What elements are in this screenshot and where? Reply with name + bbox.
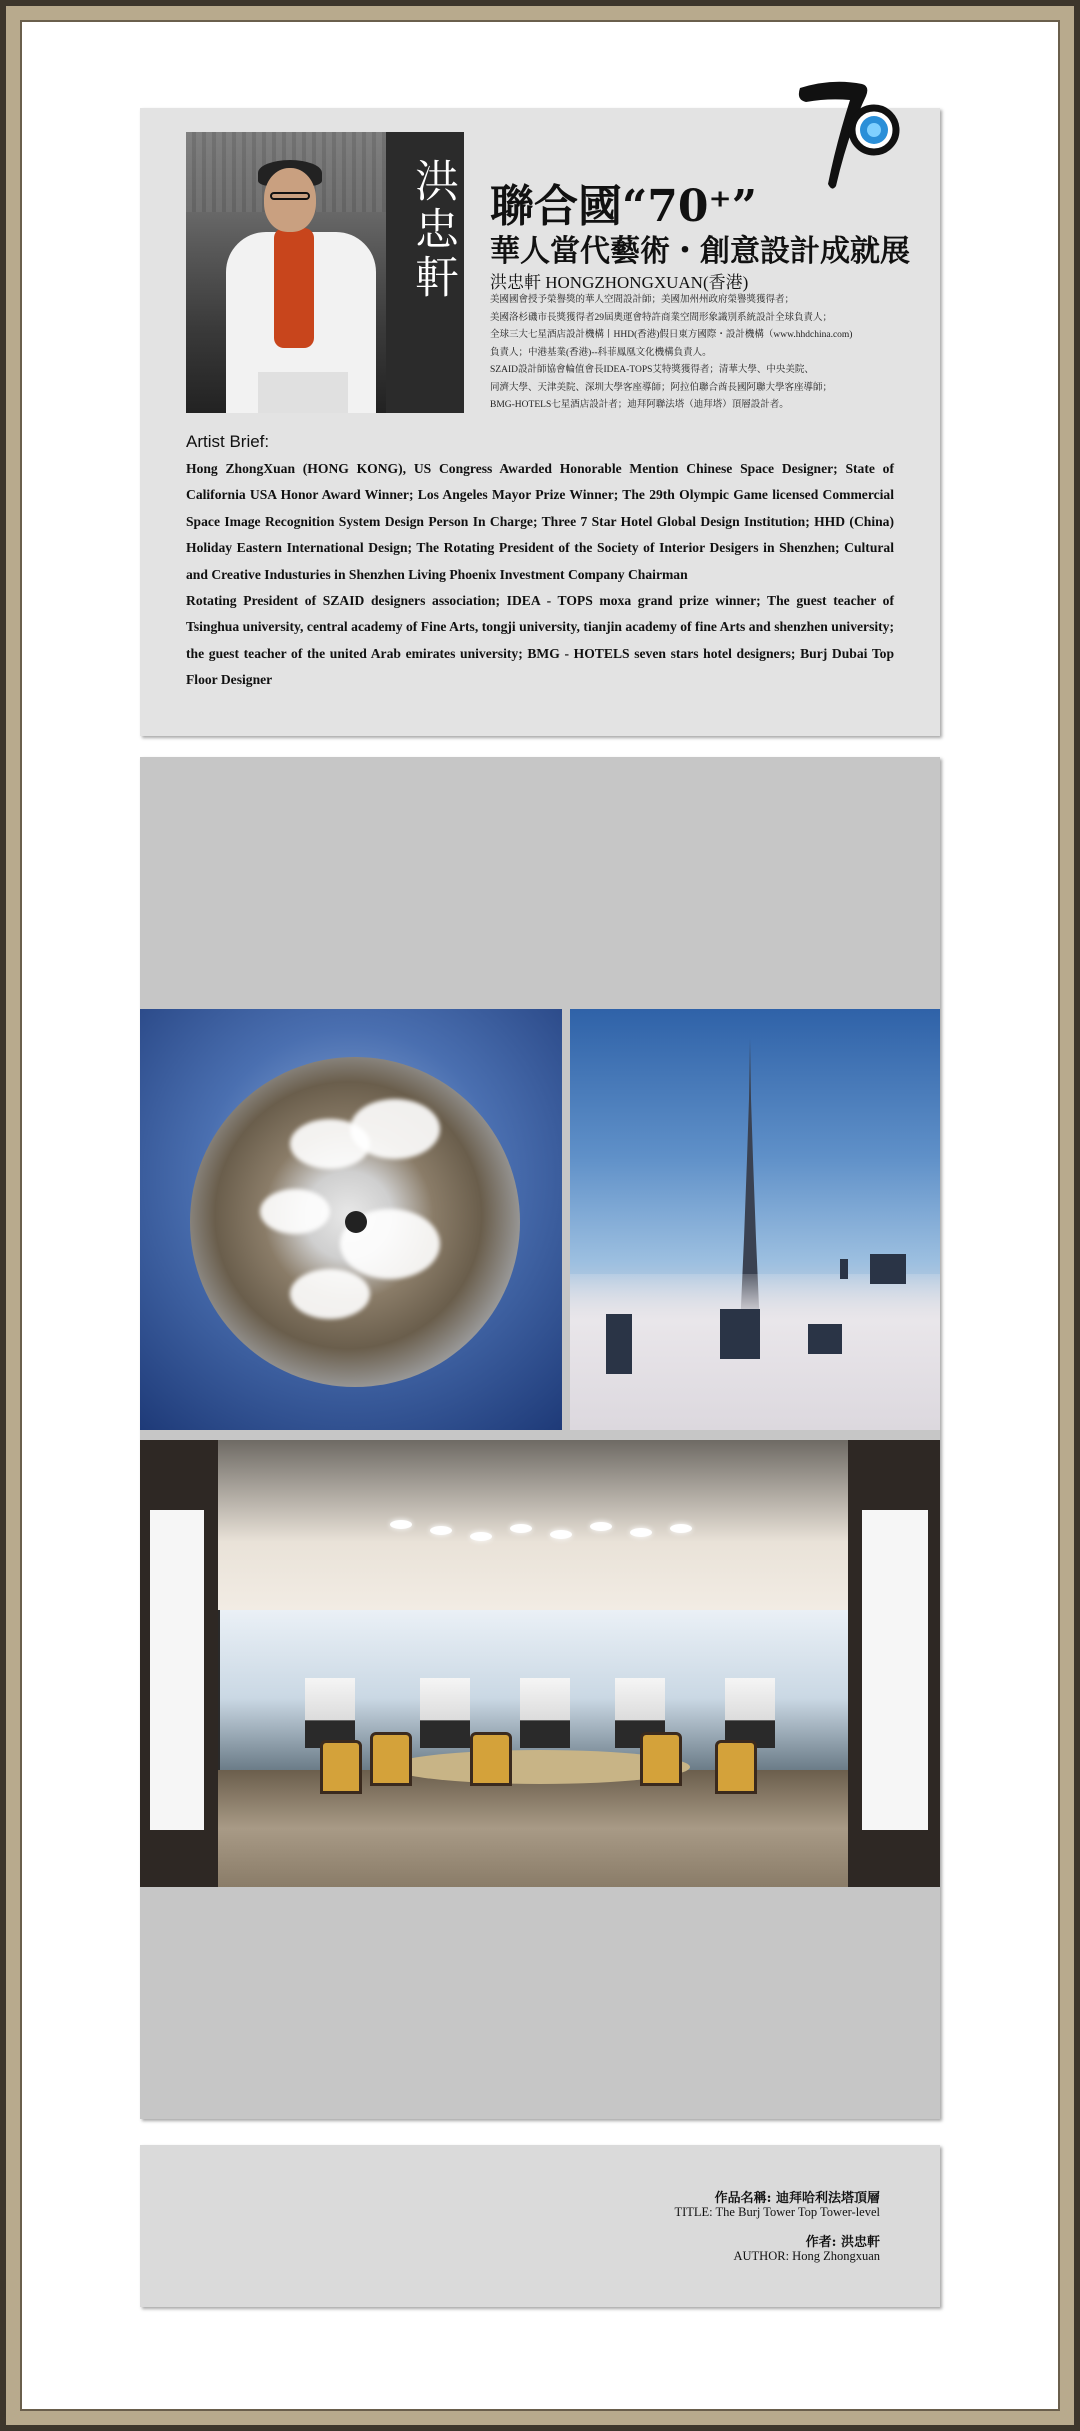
artist-info-panel (140, 108, 940, 736)
honor-line: 美國洛杉磯市長獎獲得者29屆奧運會特許商業空間形象識別系統設計全球負責人； (490, 312, 833, 323)
honor-line: SZAID設計師協會輪值會長IDEA-TOPS艾特獎獲得者；清華大學、中央美院、 (490, 365, 814, 375)
exhibition-title: 聯合國“70⁺” (490, 181, 758, 232)
artwork-author-en: AUTHOR: Hong Zhongxuan (733, 2249, 880, 2263)
honors-list (490, 292, 910, 415)
honor-line: 負責人；中港基業(香港)--科菲鳳凰文化機構負責人。 (490, 347, 712, 358)
artist-portrait (186, 132, 464, 413)
aerial-planet-photo (140, 1009, 562, 1430)
brief-paragraph: Rotating President of SZAID designers association; IDEA - TOPS moxa grand prize winner; The guest teacher of Tsinghua university, central academy of Fine Arts, tongji university, tianjin academy of fine Arts and shenzhen university; the guest teacher of the united Arab emirates university; BMG - HOTELS seven stars hotel designers; Burj Dubai Top Floor Designer (186, 593, 894, 688)
brief-paragraph: Hong ZhongXuan (HONG KONG), US Congress Awarded Honorable Mention Chinese Space Designer; State of California USA Honor Award Winner; Los Angeles Mayor Prize Winner; The 29th Olympic Game licensed Commercial Space Image Recognition System Design Person In Charge; Three 7 Star Hotel Global Design Institution; HHD (China) Holiday Eastern International Design; The Rotating President of the Society of Interior Desigers in Shenzhen; Cultural and Creative Industuries in Shenzhen Living Phoenix Investment Company Chairman (186, 461, 894, 582)
burj-khalifa-photo (570, 1009, 940, 1430)
artist-name-line: 洪忠軒 HONGZHONGXUAN(香港) (490, 273, 749, 292)
honor-line: 同濟大學、天津美院、深圳大學客座導師；阿拉伯聯合酋長國阿聯大學客座導師； (490, 382, 833, 393)
artwork-title-en: TITLE: The Burj Tower Top Tower-level (674, 2205, 880, 2219)
caption-panel (140, 2145, 940, 2307)
artwork-title-cn: 作品名稱: 迪拜哈利法塔頂層 (714, 2191, 880, 2206)
honor-line: 全球三大七星酒店設計機構丨HHD(香港)假日東方國際・設計機構（www.hhdchina.com) (490, 330, 853, 340)
artwork-author-cn: 作者: 洪忠軒 (805, 2235, 880, 2250)
exhibition-subtitle: 華人當代藝術・創意設計成就展 (490, 234, 910, 269)
top-floor-interior-render (140, 1440, 940, 1887)
vertical-artist-name: 洪忠軒 (407, 158, 458, 302)
honor-line: BMG-HOTELS七星酒店設計者；迪拜阿聯法塔（迪拜塔）頂層設計者。 (490, 400, 789, 410)
artist-brief-text (186, 456, 894, 694)
artwork-panel (140, 757, 940, 2119)
honor-line: 美國國會授予榮譽獎的華人空間設計師；美國加州州政府榮譽獎獲得者； (490, 295, 795, 305)
artist-brief-heading: Artist Brief: (186, 432, 270, 451)
seventy-logo-icon (792, 74, 902, 194)
